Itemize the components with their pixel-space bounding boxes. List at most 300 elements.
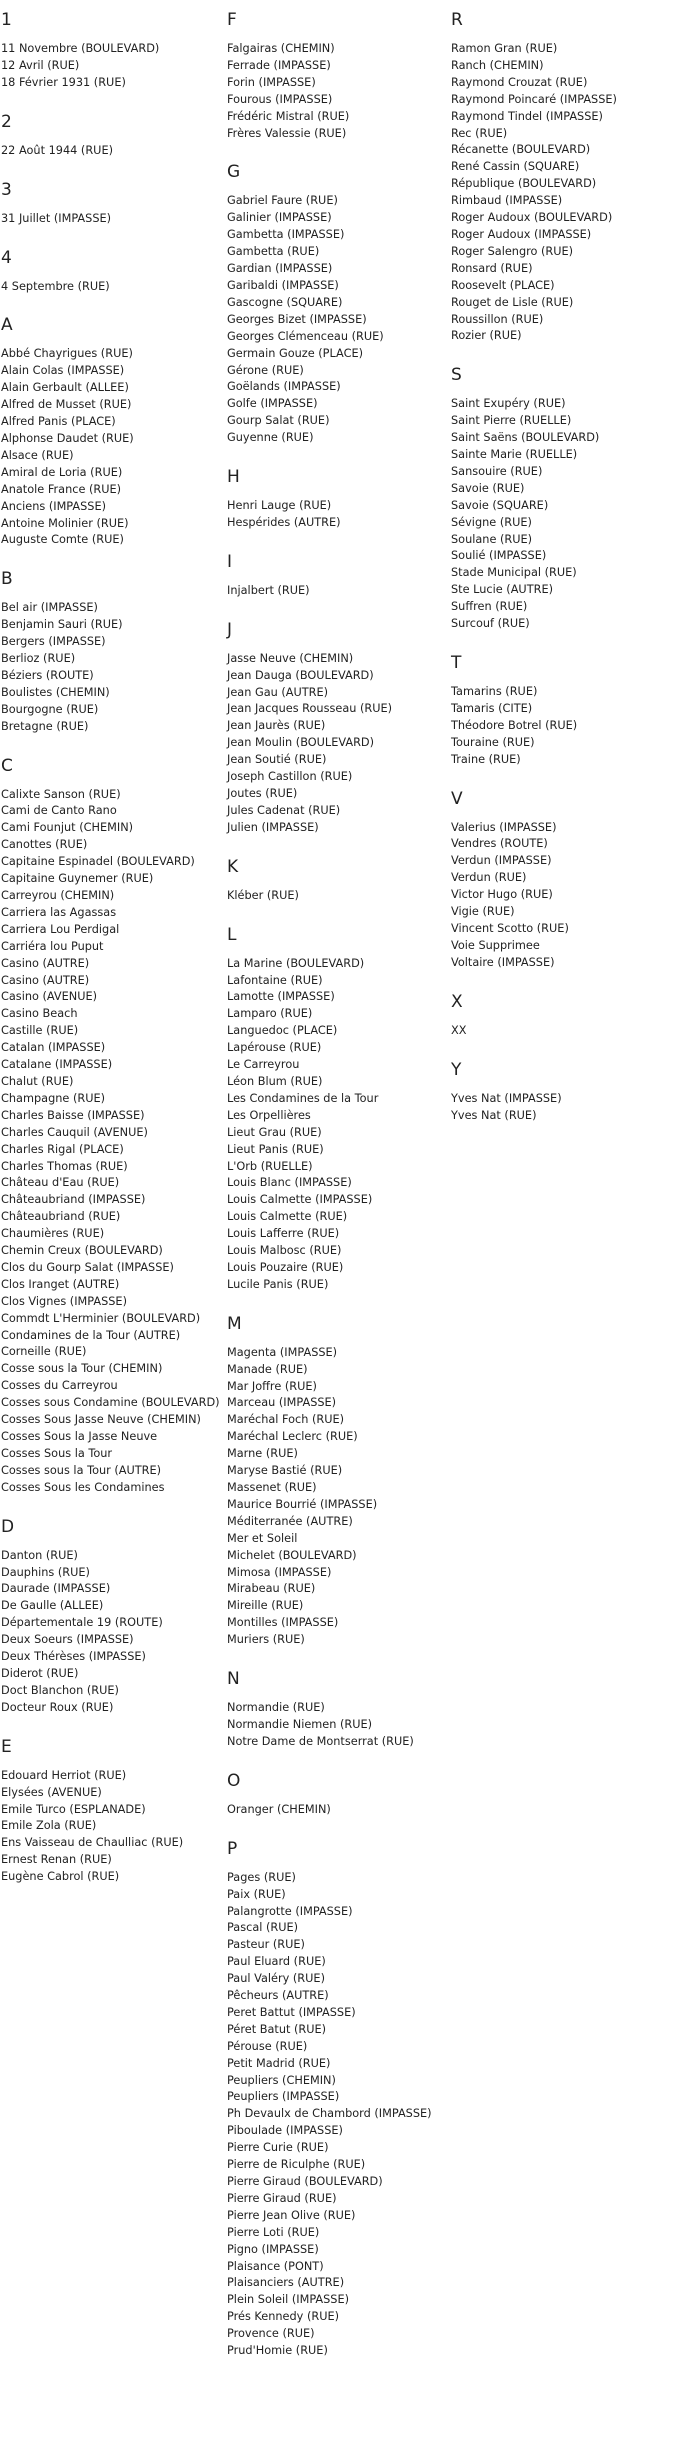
street-item[interactable]: 12 Avril (RUE) [1,58,80,72]
street-item[interactable]: Paix (RUE) [227,1887,286,1901]
street-item[interactable]: L'Orb (RUELLE) [227,1159,313,1173]
street-item[interactable]: Auguste Comte (RUE) [1,533,124,547]
street-item[interactable]: Docteur Roux (RUE) [1,1700,114,1714]
street-item[interactable]: Savoie (SQUARE) [451,498,549,512]
street-item[interactable]: Valerius (IMPASSE) [451,820,557,834]
street-item[interactable]: Goëlands (IMPASSE) [227,380,341,394]
street-item[interactable]: Pierre Loti (RUE) [227,2225,320,2239]
street-item[interactable]: Muriers (RUE) [227,1633,305,1647]
street-item[interactable]: Lamotte (IMPASSE) [227,990,335,1004]
street-item[interactable]: Peupliers (CHEMIN) [227,2073,336,2087]
letter-group [227,1314,451,1649]
street-item[interactable]: Voltaire (IMPASSE) [451,955,555,969]
street-item[interactable]: Verdun (IMPASSE) [451,854,552,868]
street-item[interactable]: Chalut (RUE) [1,1074,74,1088]
street-item[interactable]: Sansouire (RUE) [451,464,543,478]
street-item[interactable]: 11 Novembre (BOULEVARD) [1,42,160,55]
street-item[interactable]: Récanette (BOULEVARD) [451,143,591,157]
street-item[interactable]: Les Condamines de la Tour [227,1091,379,1105]
street-item[interactable]: Kléber (RUE) [227,888,299,902]
letter-heading: S [451,365,462,386]
street-item[interactable]: Alphonse Daudet (RUE) [1,431,134,445]
street-list [451,41,675,345]
street-item[interactable]: Canottes (RUE) [1,838,88,852]
street-item[interactable]: Michelet (BOULEVARD) [227,1548,357,1562]
letter-heading: I [227,551,233,572]
street-item[interactable]: Maréchal Foch (RUE) [227,1413,345,1427]
street-item[interactable]: Peupliers (IMPASSE) [227,2090,340,2104]
street-item[interactable]: Châteaubriand (RUE) [1,1210,121,1224]
letter-heading: C [1,755,13,776]
street-item[interactable]: Marceau (IMPASSE) [227,1396,337,1410]
street-item[interactable]: Tamaris (CITE) [451,701,533,715]
street-item[interactable]: Jasse Neuve (CHEMIN) [227,651,354,665]
street-item[interactable]: Prés Kennedy (RUE) [227,2310,340,2324]
letter-heading: F [227,10,237,30]
street-item[interactable]: Cosses Sous la Jasse Neuve [1,1430,158,1443]
street-item[interactable]: Cosses sous la Tour (AUTRE) [1,1463,162,1477]
street-item[interactable]: Cami Founjut (CHEMIN) [1,821,134,835]
street-item[interactable]: Louis Pouzaire (RUE) [227,1260,344,1274]
street-item[interactable]: Raymond Poincaré (IMPASSE) [451,92,617,106]
street-item[interactable]: Lafontaine (RUE) [227,973,323,987]
street-item[interactable]: Gambetta (RUE) [227,245,320,259]
street-list [227,1700,451,1751]
street-item[interactable]: Maréchal Leclerc (RUE) [227,1430,358,1444]
street-item[interactable]: Abbé Chayrigues (RUE) [1,347,133,361]
street-item[interactable]: XX [451,1023,467,1037]
street-item[interactable]: Paul Eluard (RUE) [227,1955,326,1969]
street-item[interactable]: Clos Vignes (IMPASSE) [1,1294,127,1308]
street-list [451,684,675,769]
street-item[interactable]: Condamines de la Tour (AUTRE) [1,1328,181,1342]
letter-group [227,467,451,532]
letter-heading: P [227,1838,238,1859]
street-item[interactable]: Jules Cadenat (RUE) [227,803,341,817]
street-item[interactable]: Ronsard (RUE) [451,261,533,275]
street-item[interactable]: Touraine (RUE) [451,735,535,749]
street-item[interactable]: Ranch (CHEMIN) [451,58,544,72]
street-item[interactable]: Injalbert (RUE) [227,583,310,597]
street-item[interactable]: Surcouf (RUE) [451,617,530,631]
street-item[interactable]: Paul Valéry (RUE) [227,1972,325,1986]
street-item[interactable]: Marne (RUE) [227,1447,298,1461]
letter-heading: O [227,1770,241,1791]
street-item[interactable]: Rozier (RUE) [451,329,522,343]
street-list [227,651,451,837]
street-item[interactable]: Alsace (RUE) [1,448,74,462]
letter-group [227,1771,451,1819]
street-item[interactable]: Catalane (IMPASSE) [1,1058,113,1072]
street-item[interactable]: Louis Lafferre (RUE) [227,1227,340,1241]
street-item[interactable]: Julien (IMPASSE) [227,820,319,834]
street-item[interactable]: Lieut Panis (RUE) [227,1142,324,1156]
street-item[interactable]: Roosevelt (PLACE) [451,278,555,292]
street-item[interactable]: 4 Septembre (RUE) [1,279,110,293]
street-item[interactable]: Bergers (IMPASSE) [1,635,106,649]
street-item[interactable]: Fourous (IMPASSE) [227,92,333,106]
street-item[interactable]: Casino (AUTRE) [1,956,90,970]
letter-heading: A [1,315,13,336]
street-item[interactable]: Elysées (AVENUE) [1,1785,102,1799]
street-item[interactable]: Palangrotte (IMPASSE) [227,1904,353,1918]
street-item[interactable]: Galinier (IMPASSE) [227,211,332,225]
street-item[interactable]: Traine (RUE) [451,752,521,766]
street-list [227,41,451,142]
street-item[interactable]: René Cassin (SQUARE) [451,160,580,174]
street-item[interactable]: Capitaine Guynemer (RUE) [1,872,154,886]
street-item[interactable]: Roger Salengro (RUE) [451,244,574,258]
street-item[interactable]: Jean Gau (AUTRE) [227,685,329,699]
street-item[interactable]: Casino (AVENUE) [1,990,98,1004]
letter-heading: V [451,788,463,809]
street-item[interactable]: Eugène Cabrol (RUE) [1,1870,120,1884]
street-item[interactable]: Piboulade (IMPASSE) [227,2124,343,2138]
street-item[interactable]: Doct Blanchon (RUE) [1,1683,119,1697]
street-item[interactable]: Pêcheurs (AUTRE) [227,1989,329,2003]
street-item[interactable]: Germain Gouze (PLACE) [227,346,363,360]
street-item[interactable]: Gardian (IMPASSE) [227,262,333,276]
street-item[interactable]: Vincent Scotto (RUE) [451,921,569,935]
letter-heading: L [227,924,237,945]
street-item[interactable]: Notre Dame de Montserrat (RUE) [227,1734,414,1748]
street-item[interactable]: Suffren (RUE) [451,600,528,614]
street-item[interactable]: Georges Bizet (IMPASSE) [227,312,367,326]
street-item[interactable]: Mirabeau (RUE) [227,1582,316,1596]
street-item[interactable]: Charles Baisse (IMPASSE) [1,1108,145,1122]
street-item[interactable]: Plaisanciers (AUTRE) [227,2276,345,2290]
letter-group [451,1060,675,1125]
street-item[interactable]: Maurice Bourrié (IMPASSE) [227,1497,378,1511]
street-item[interactable]: 31 Juillet (IMPASSE) [1,211,112,225]
street-item[interactable]: Deux Soeurs (IMPASSE) [1,1633,134,1647]
letter-heading: K [227,856,239,877]
letter-group [451,10,675,345]
letter-group [1,10,227,92]
street-item[interactable]: Plein Soleil (IMPASSE) [227,2293,350,2307]
street-item[interactable]: Léon Blum (RUE) [227,1074,323,1088]
street-item[interactable]: Gourp Salat (RUE) [227,414,330,428]
street-item[interactable]: Pierre Giraud (RUE) [227,2191,337,2205]
street-item[interactable]: Mimosa (IMPASSE) [227,1565,332,1579]
street-item[interactable]: Gascogne (SQUARE) [227,295,343,309]
street-item[interactable]: Cosses sous Condamine (BOULEVARD) [1,1396,220,1410]
street-item[interactable]: Anatole France (RUE) [1,482,122,496]
street-item[interactable]: Victor Hugo (RUE) [451,888,553,902]
street-item[interactable]: Pierre de Riculphe (RUE) [227,2158,366,2172]
street-list [227,193,451,447]
street-item[interactable]: Charles Cauquil (AVENUE) [1,1125,148,1139]
street-item[interactable]: Maryse Bastié (RUE) [227,1464,343,1478]
street-column-3 [451,10,675,1144]
street-item[interactable]: Pasteur (RUE) [227,1938,305,1952]
street-list [451,820,675,972]
street-item[interactable]: Soulane (RUE) [451,532,533,546]
street-item[interactable]: Commdt L'Herminier (BOULEVARD) [1,1311,201,1325]
letter-heading: M [227,1313,242,1334]
letter-group [1,1517,227,1717]
street-item[interactable]: Clos Iranget (AUTRE) [1,1277,120,1291]
street-item[interactable]: Bourgogne (RUE) [1,702,99,716]
street-item[interactable]: Alfred de Musset (RUE) [1,398,132,412]
street-item[interactable]: Bel air (IMPASSE) [1,601,98,615]
street-item[interactable]: Carriera Lou Perdigal [1,922,120,936]
street-item[interactable]: Sévigne (RUE) [451,515,532,529]
street-item[interactable]: Alain Colas (IMPASSE) [1,364,125,378]
letter-group [227,552,451,600]
letter-group [451,365,675,633]
street-item[interactable]: Pascal (RUE) [227,1921,299,1935]
street-item[interactable]: Stade Municipal (RUE) [451,566,577,580]
street-item[interactable]: La Marine (BOULEVARD) [227,956,365,970]
street-item[interactable]: Louis Calmette (IMPASSE) [227,1193,373,1207]
street-item[interactable]: Vendres (ROUTE) [451,837,548,851]
street-item[interactable]: Champagne (RUE) [1,1091,106,1105]
street-item[interactable]: Louis Calmette (RUE) [227,1210,348,1224]
street-list [227,888,451,905]
street-item[interactable]: Voie Supprimee [451,938,540,952]
street-item[interactable]: Savoie (RUE) [451,481,525,495]
street-item[interactable]: Roger Audoux (BOULEVARD) [451,211,613,225]
street-item[interactable]: Montilles (IMPASSE) [227,1616,339,1630]
street-item[interactable]: Raymond Tindel (IMPASSE) [451,109,603,123]
street-item[interactable]: Guyenne (RUE) [227,431,314,445]
street-item[interactable]: Gabriel Faure (RUE) [227,194,338,208]
street-list [1,787,227,1497]
street-item[interactable]: Golfe (IMPASSE) [227,397,318,411]
street-list [227,1802,451,1819]
letter-group [227,857,451,905]
street-item[interactable]: Yves Nat (RUE) [451,1108,537,1122]
street-item[interactable]: Emile Zola (RUE) [1,1819,97,1833]
letter-group [451,992,675,1040]
street-item[interactable]: Carriera las Agassas [1,905,117,919]
street-item[interactable]: Normandie Niemen (RUE) [227,1717,373,1731]
street-item[interactable]: Cosses Sous Jasse Neuve (CHEMIN) [1,1413,201,1427]
street-item[interactable]: Petit Madrid (RUE) [227,2056,331,2070]
letter-group [1,315,227,549]
street-item[interactable]: 22 Août 1944 (RUE) [1,143,113,157]
street-item[interactable]: Carriéra lou Puput [1,939,104,953]
street-item[interactable]: Saint Saëns (BOULEVARD) [451,431,600,445]
street-item[interactable]: Théodore Botrel (RUE) [451,718,578,732]
letter-group [451,653,675,769]
street-item[interactable]: Alfred Panis (PLACE) [1,415,116,429]
street-item[interactable]: Daurade (IMPASSE) [1,1582,111,1596]
street-item[interactable]: Joseph Castillon (RUE) [227,770,353,784]
street-item[interactable]: Mireille (RUE) [227,1599,304,1613]
street-item[interactable]: De Gaulle (ALLEE) [1,1599,104,1613]
street-item[interactable]: Joutes (RUE) [227,787,298,800]
street-item[interactable]: Châteaubriand (IMPASSE) [1,1193,146,1207]
street-item[interactable]: Cosses du Carreyrou [1,1379,118,1393]
street-item[interactable]: Casino (AUTRE) [1,973,90,987]
letter-group [227,1669,451,1751]
street-item[interactable]: Jean Soutié (RUE) [227,753,327,767]
street-item[interactable]: Benjamin Sauri (RUE) [1,618,123,632]
street-item[interactable]: Casino Beach [1,1007,78,1021]
letter-heading: D [1,1516,15,1537]
street-item[interactable]: Amiral de Loria (RUE) [1,465,123,479]
letter-group [227,620,451,837]
street-item[interactable]: Lucile Panis (RUE) [227,1277,329,1291]
street-item[interactable]: Corneille (RUE) [1,1345,87,1359]
street-item[interactable]: Pages (RUE) [227,1870,296,1884]
street-list [1,1768,227,1886]
street-item[interactable]: Jean Jacques Rousseau (RUE) [227,702,393,716]
street-item[interactable]: Catalan (IMPASSE) [1,1041,106,1055]
street-item[interactable]: Oranger (CHEMIN) [227,1802,331,1816]
letter-group [1,180,227,228]
street-item[interactable]: Saint Exupéry (RUE) [451,397,566,411]
street-item[interactable]: Verdun (RUE) [451,871,527,885]
street-list [451,1023,675,1040]
street-item[interactable]: Roger Audoux (IMPASSE) [451,227,592,241]
street-item[interactable]: Gérone (RUE) [227,363,304,377]
street-item[interactable]: Lapérouse (RUE) [227,1041,322,1055]
street-item[interactable]: Dauphins (RUE) [1,1565,90,1579]
street-item[interactable]: Danton (RUE) [1,1548,78,1562]
letter-group [1,248,227,296]
street-item[interactable]: Henri Lauge (RUE) [227,499,332,513]
letter-heading: X [451,991,463,1012]
street-item[interactable]: Magenta (IMPASSE) [227,1345,338,1359]
street-item[interactable]: Gambetta (IMPASSE) [227,228,345,242]
street-item[interactable]: Yves Nat (IMPASSE) [451,1091,562,1105]
street-item[interactable]: Anciens (IMPASSE) [1,499,107,513]
street-item[interactable]: Mar Joffre (RUE) [227,1379,317,1393]
street-item[interactable]: Pérouse (RUE) [227,2039,308,2053]
street-item[interactable]: Jean Moulin (BOULEVARD) [227,736,375,750]
letter-heading: N [227,1669,240,1690]
street-item[interactable]: Lamparo (RUE) [227,1007,313,1021]
street-item[interactable]: Château d'Eau (RUE) [1,1176,120,1190]
street-item[interactable]: Les Orpellières [227,1108,311,1122]
street-item[interactable]: Vigie (RUE) [451,905,515,919]
street-item[interactable]: Ste Lucie (AUTRE) [451,583,553,597]
street-list [1,41,227,92]
street-item[interactable]: Calixte Sanson (RUE) [1,787,121,801]
street-item[interactable]: Ferrade (IMPASSE) [227,58,331,72]
street-item[interactable]: Hespérides (AUTRE) [227,515,341,529]
street-list [227,498,451,532]
street-item[interactable]: Provence (RUE) [227,2327,315,2341]
street-item[interactable]: Peret Battut (IMPASSE) [227,2005,356,2019]
street-item[interactable]: Soulié (IMPASSE) [451,549,547,563]
street-item[interactable]: Tamarins (RUE) [451,685,538,698]
street-item[interactable]: Mer et Soleil [227,1531,298,1545]
street-item[interactable]: Rouget de Lisle (RUE) [451,295,574,309]
street-item[interactable]: Jean Dauga (BOULEVARD) [227,668,374,682]
street-item[interactable]: Cami de Canto Rano [1,804,117,818]
street-item[interactable]: Normandie (RUE) [227,1701,325,1715]
street-item[interactable]: Ramon Gran (RUE) [451,42,558,55]
street-list [227,956,451,1294]
street-item[interactable]: Cosses Sous la Tour [1,1446,113,1460]
street-item[interactable]: Raymond Crouzat (RUE) [451,75,588,89]
street-list [227,1345,451,1649]
street-item[interactable]: Alain Gerbault (ALLEE) [1,381,129,395]
street-item[interactable]: 18 Février 1931 (RUE) [1,75,126,89]
street-list [1,600,227,735]
street-item[interactable]: Ernest Renan (RUE) [1,1853,112,1867]
street-item[interactable]: Bretagne (RUE) [1,719,89,733]
street-item[interactable]: Languedoc (PLACE) [227,1024,338,1038]
street-item[interactable]: Falgairas (CHEMIN) [227,42,335,55]
street-item[interactable]: Diderot (RUE) [1,1666,79,1680]
street-item[interactable]: Saint Pierre (RUELLE) [451,414,572,428]
street-item[interactable]: Garibaldi (IMPASSE) [227,278,339,292]
street-item[interactable]: Manade (RUE) [227,1362,308,1376]
street-list [451,396,675,633]
street-item[interactable]: Rimbaud (IMPASSE) [451,194,563,208]
street-item[interactable]: République (BOULEVARD) [451,177,597,191]
street-item[interactable]: Carreyrou (CHEMIN) [1,889,115,902]
street-item[interactable]: Le Carreyrou [227,1058,300,1072]
street-item[interactable]: Plaisance (PONT) [227,2259,324,2273]
letter-group [1,569,227,735]
street-item[interactable]: Cosses Sous les Condamines [1,1480,165,1494]
street-item[interactable]: Castille (RUE) [1,1024,79,1038]
street-item[interactable]: Départementale 19 (ROUTE) [1,1616,163,1630]
street-item[interactable]: Frédéric Mistral (RUE) [227,109,350,123]
street-item[interactable]: Péret Batut (RUE) [227,2022,327,2036]
letter-group [227,10,451,142]
street-item[interactable]: Pierre Curie (RUE) [227,2141,329,2155]
street-item[interactable]: Clos du Gourp Salat (IMPASSE) [1,1260,174,1274]
street-item[interactable]: Ens Vaisseau de Chaulliac (RUE) [1,1836,184,1850]
street-item[interactable]: Jean Jaurès (RUE) [227,719,326,733]
street-item[interactable]: Louis Malbosc (RUE) [227,1244,342,1258]
street-item[interactable]: Capitaine Espinadel (BOULEVARD) [1,855,195,869]
street-item[interactable]: Rec (RUE) [451,126,508,140]
street-item[interactable]: Méditerranée (AUTRE) [227,1514,353,1528]
street-item[interactable]: Pierre Jean Olive (RUE) [227,2208,356,2222]
street-item[interactable]: Georges Clémenceau (RUE) [227,329,384,343]
street-item[interactable]: Berlioz (RUE) [1,652,76,666]
street-item[interactable]: Emile Turco (ESPLANADE) [1,1802,146,1816]
street-item[interactable]: Boulistes (CHEMIN) [1,685,110,699]
street-item[interactable]: Pierre Giraud (BOULEVARD) [227,2175,383,2188]
street-list [1,279,227,296]
street-item[interactable]: Chemin Creux (BOULEVARD) [1,1244,163,1258]
street-item[interactable]: Cosse sous la Tour (CHEMIN) [1,1362,163,1376]
street-item[interactable]: Pigno (IMPASSE) [227,2242,319,2256]
street-item[interactable]: Frères Valessie (RUE) [227,126,347,140]
street-item[interactable]: Edouard Herriot (RUE) [1,1768,127,1782]
street-list [1,211,227,228]
street-item[interactable]: Sainte Marie (RUELLE) [451,448,578,462]
street-item[interactable]: Charles Thomas (RUE) [1,1159,128,1173]
street-item[interactable]: Louis Blanc (IMPASSE) [227,1176,352,1190]
street-item[interactable]: Charles Rigal (PLACE) [1,1142,124,1156]
street-item[interactable]: Ph Devaulx de Chambord (IMPASSE) [227,2107,432,2121]
street-item[interactable]: Roussillon (RUE) [451,312,544,326]
street-item[interactable]: Forin (IMPASSE) [227,75,316,89]
street-item[interactable]: Antoine Molinier (RUE) [1,516,129,530]
letter-heading: G [227,162,241,183]
letter-group [1,756,227,1497]
letter-group [227,925,451,1294]
street-item[interactable]: Chaumières (RUE) [1,1227,105,1241]
street-list [1,143,227,160]
street-item[interactable]: Lieut Grau (RUE) [227,1125,322,1139]
street-item[interactable]: Massenet (RUE) [227,1481,317,1494]
street-list [227,1870,451,2360]
street-item[interactable]: Béziers (ROUTE) [1,668,94,682]
street-item[interactable]: Deux Thérèses (IMPASSE) [1,1650,146,1664]
street-item[interactable]: Prud'Homie (RUE) [227,2344,328,2358]
